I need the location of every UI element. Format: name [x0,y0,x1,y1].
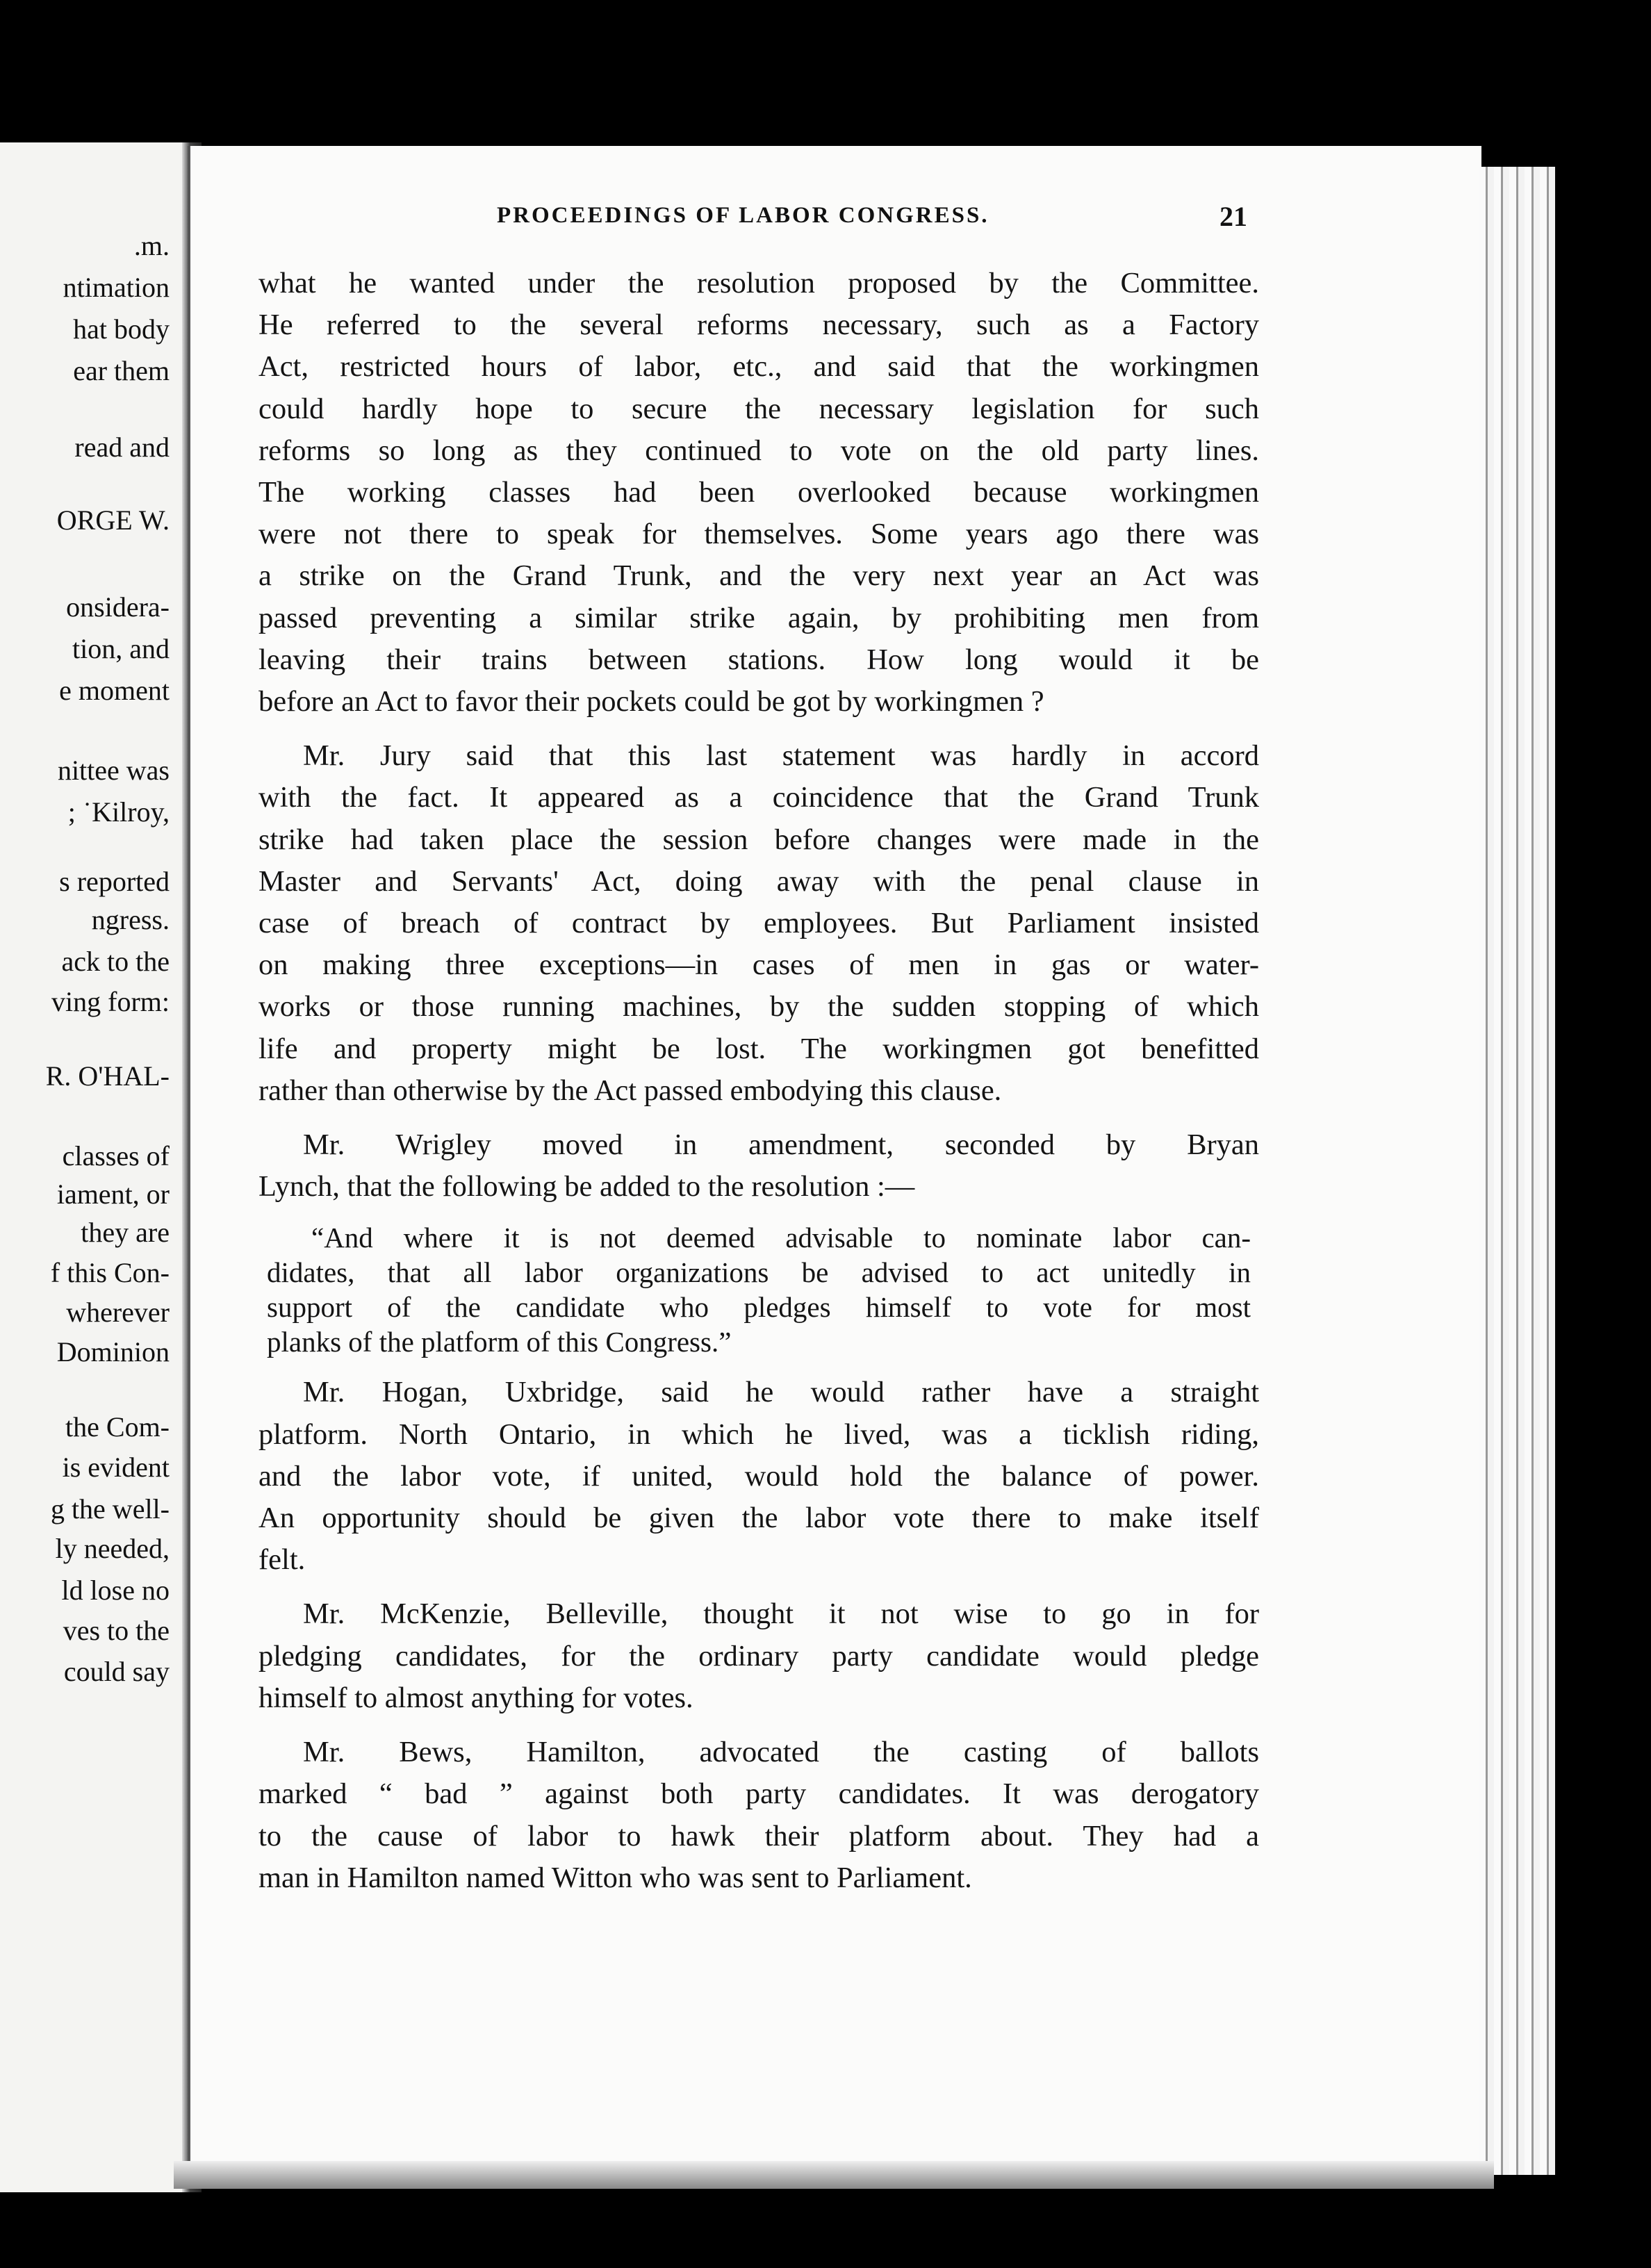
left-page-text-fragment: ORGE W. [56,504,170,536]
text-line: with the fact. It appeared as a coincidence that the Grand Trunk [258,781,1259,814]
paragraph [258,1593,1259,1719]
text-line: support of the candidate who pledges himself to vote for most [267,1291,1251,1324]
left-page-text-fragment: they are [81,1217,170,1248]
left-page-text-fragment: e moment [59,675,170,706]
text-line: life and property might be lost. The workingmen got benefitted [258,1032,1259,1065]
left-page-text-fragment: ack to the [61,946,170,977]
text-line: works or those running machines, by the sudden stopping of which [258,990,1259,1024]
page-edges [1479,167,1555,2175]
page-bottom-edge [174,2161,1494,2189]
paragraph-gap [258,1208,1259,1220]
paragraph [258,1372,1259,1581]
text-line: case of breach of contract by employees. But Parliament insisted [258,907,1259,940]
page-number: 21 [1219,201,1247,232]
text-line: on making three exceptions—in cases of men in gas or water- [258,948,1259,982]
text-line: felt. [258,1543,306,1577]
text-line: pledging candidates, for the ordinary party candidate would pledge [258,1639,1259,1673]
text-line: leaving their trains between stations. How long would it be [258,643,1259,676]
left-page-text-fragment: s reported [59,866,170,897]
paragraph [258,735,1259,1112]
paragraph [258,1124,1259,1208]
left-page-text-fragment: tion, and [72,633,170,664]
left-page-text-fragment: hat body [73,313,170,345]
text-line: planks of the platform of this Congress.” [267,1326,732,1358]
left-page-text-fragment: classes of [62,1140,170,1172]
paragraph-gap [258,1581,1259,1593]
paragraph-gap [258,1359,1259,1372]
text-line: could hardly hope to secure the necessary legislation for such [258,392,1259,425]
text-line: Mr. Hogan, Uxbridge, said he would rather have a straight [303,1376,1259,1409]
text-line: He referred to the several reforms necessary, such as a Factory [258,309,1259,342]
left-page-text-fragment: Dominion [56,1336,170,1367]
left-page-text-fragment: ; ˙Kilroy, [67,796,170,828]
left-page-text-fragment: read and [74,432,170,463]
text-line: platform. North Ontario, in which he lived, was a ticklish riding, [258,1418,1259,1451]
previous-page-fragment [0,142,182,2192]
left-page-text-fragment: iament, or [56,1178,170,1210]
body-text [258,263,1259,1899]
paragraph-gap [258,1112,1259,1124]
text-line: passed preventing a similar strike again, by prohibiting men from [258,601,1259,634]
text-line: Mr. McKenzie, Belleville, thought it not wise to go in for [303,1597,1259,1631]
left-page-text-fragment: ear them [73,355,170,386]
paragraph [258,1732,1259,1899]
text-line: man in Hamilton named Witton who was sent to Parliament. [258,1861,972,1894]
left-page-text-fragment: ly needed, [55,1533,170,1564]
left-page-text-fragment: f this Con- [50,1257,170,1288]
text-line: strike had taken place the session before changes were made in the [258,823,1259,856]
text-line: reforms so long as they continued to vote on the old party lines. [258,434,1259,467]
text-line: a strike on the Grand Trunk, and the very next year an Act was [258,559,1259,593]
left-page-text-fragment: onsidera- [66,591,170,623]
text-line: and the labor vote, if united, would hold the balance of power. [258,1459,1259,1493]
text-line: Mr. Wrigley moved in amendment, seconded by Bryan [303,1128,1259,1162]
left-page-text-fragment: .m. [133,230,170,261]
left-page-text-fragment: ld lose no [61,1575,170,1606]
paragraph-gap [258,723,1259,735]
left-page-text-fragment: ving form: [51,986,170,1017]
paragraph-gap [258,1719,1259,1732]
left-page-text-fragment: nittee was [57,755,170,786]
left-page-text-fragment: wherever [66,1297,170,1328]
left-page-text-fragment: ves to the [63,1615,170,1646]
text-line: himself to almost anything for votes. [258,1681,693,1714]
left-page-text-fragment: ngress. [91,904,170,935]
left-page-text-fragment: R. O'HAL- [45,1060,170,1092]
text-line: what he wanted under the resolution proposed by the Committee. [258,267,1259,299]
left-page-text-fragment: g the well- [50,1493,170,1525]
text-line: The working classes had been overlooked because workingmen [258,476,1259,509]
text-line: Lynch, that the following be added to the resolution :— [258,1170,915,1203]
left-page-text-fragment: the Com- [65,1411,170,1443]
left-page-text-fragment: ntimation [63,272,170,303]
text-line: marked “ bad ” against both party candidates. It was derogatory [258,1777,1259,1811]
text-line: Mr. Bews, Hamilton, advocated the casting of ballots [303,1736,1259,1769]
paragraph [258,263,1259,723]
text-line: Mr. Jury said that this last statement was hardly in accord [303,739,1259,773]
text-line: before an Act to favor their pockets could be got by workingmen ? [258,685,1044,718]
text-line: “And where it is not deemed advisable to nominate labor can- [311,1222,1251,1254]
running-head: PROCEEDINGS OF LABOR CONGRESS. [497,203,989,228]
text-line: didates, that all labor organizations be advised to act unitedly in [267,1256,1251,1289]
text-line: Master and Servants' Act, doing away with the penal clause in [258,864,1259,898]
text-line: Act, restricted hours of labor, etc., and said that the workingmen [258,350,1259,384]
text-line: were not there to speak for themselves. Some years ago there was [258,518,1259,551]
quoted-resolution [258,1220,1259,1359]
text-line: An opportunity should be given the labor vote there to make itself [258,1502,1259,1535]
left-page-text-fragment: is evident [62,1452,170,1483]
text-line: to the cause of labor to hawk their platform about. They had a [258,1819,1259,1852]
text-line: rather than otherwise by the Act passed embodying this clause. [258,1074,1002,1107]
left-page-text-fragment: could say [63,1656,170,1687]
